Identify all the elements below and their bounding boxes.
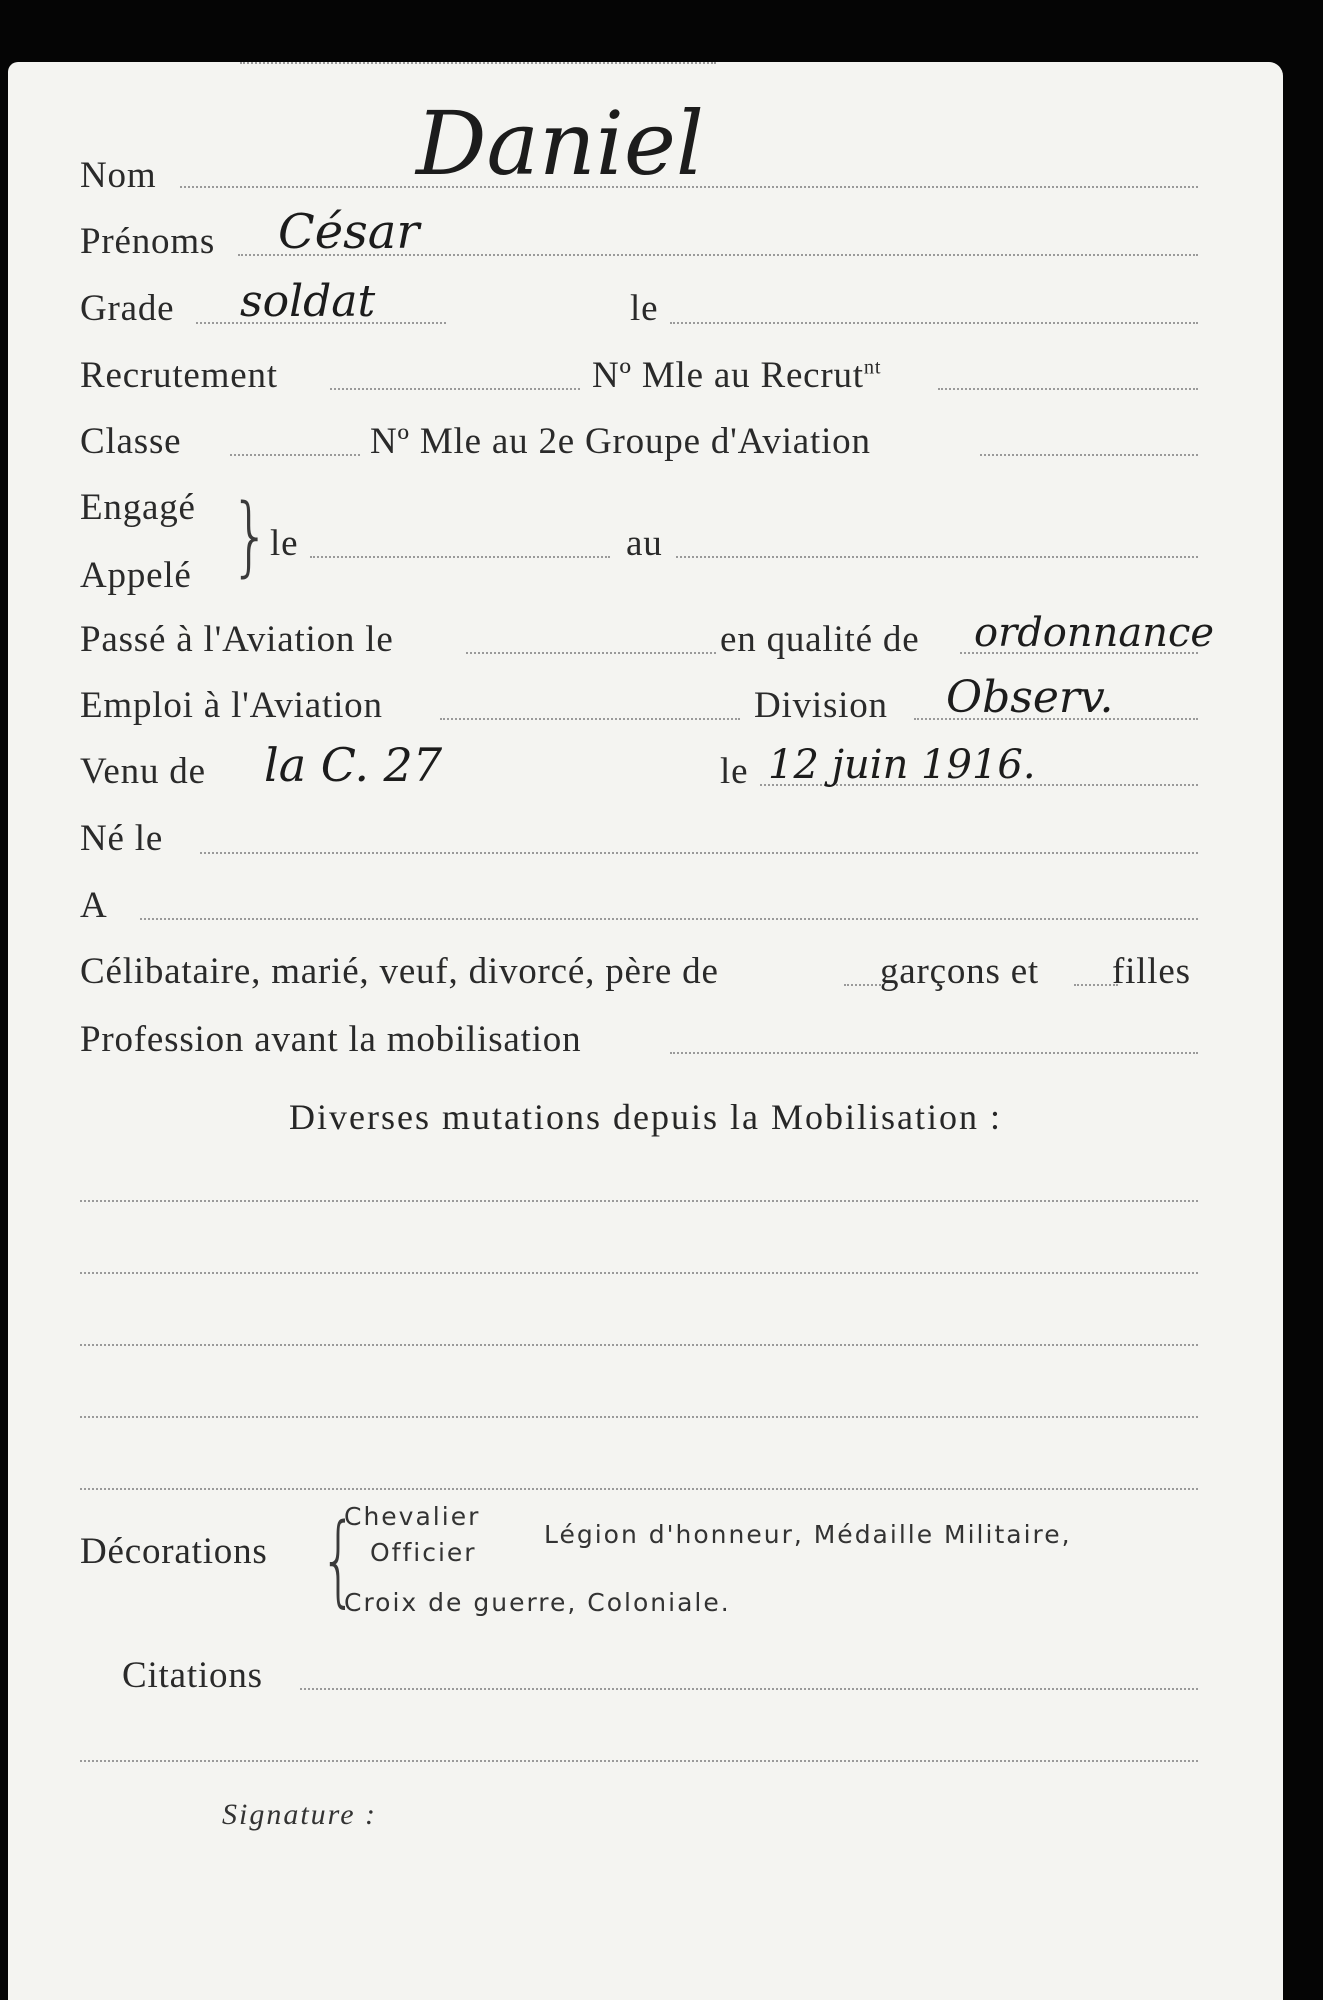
nmle-recrut-label: [592, 354, 881, 397]
engage-le-label: le: [270, 523, 299, 564]
etat-civil-label: Célibataire, marié, veuf, divorcé, père de: [80, 951, 719, 992]
emploi-line: [440, 718, 740, 720]
chevalier-label: Chevalier: [344, 1502, 481, 1531]
officier-label: Officier: [370, 1538, 477, 1567]
recrutement-label: Recrutement: [80, 355, 278, 396]
decorations-label: Décorations: [80, 1531, 268, 1572]
grade-le-label: le: [630, 288, 659, 329]
prenoms-label: Prénoms: [80, 221, 216, 262]
engage-au-line: [676, 556, 1198, 558]
grade-le-line: [670, 322, 1198, 324]
profession-label: Profession avant la mobilisation: [80, 1019, 582, 1060]
venu-le-value: 12 juin 1916.: [768, 742, 1036, 788]
nom-label: Nom: [80, 155, 157, 196]
engage-label: Engagé: [80, 487, 196, 528]
nmle-groupe-label: Nº Mle au 2e Groupe d'Aviation: [370, 421, 871, 462]
filles-label: filles: [1112, 951, 1191, 992]
engage-au-label: au: [626, 523, 663, 564]
recrutement-line: [330, 388, 580, 390]
nom-value: Daniel: [416, 92, 705, 195]
legion-label: Légion d'honneur, Médaille Militaire,: [544, 1520, 1072, 1549]
appele-label: Appelé: [80, 555, 192, 596]
ne-label: Né le: [80, 818, 164, 859]
venu-value: la C. 27: [264, 738, 443, 792]
profession-line: [670, 1052, 1198, 1054]
venu-label: Venu de: [80, 751, 206, 792]
peres-line: [844, 984, 884, 986]
citations-label: Citations: [122, 1655, 263, 1696]
engage-brace: }: [230, 487, 271, 587]
personnel-record-card: [8, 62, 1283, 2000]
nmle-recrut-line: [938, 388, 1198, 390]
decorations-brace: {: [320, 1502, 357, 1618]
venu-le-label: le: [720, 751, 749, 792]
mutations-line-3: [80, 1344, 1198, 1346]
a-label: A: [80, 885, 108, 926]
signature-label: Signature :: [222, 1798, 378, 1831]
nmle-recrut-text: Nº Mle au Recrut: [592, 355, 864, 396]
grade-label: Grade: [80, 288, 175, 329]
emploi-label: Emploi à l'Aviation: [80, 685, 383, 726]
qualite-value: ordonnance: [974, 610, 1215, 656]
engage-le-line: [310, 556, 610, 558]
mutations-line-1: [80, 1200, 1198, 1202]
garcons-label: garçons et: [880, 951, 1040, 992]
passe-line: [466, 652, 716, 654]
grade-value: soldat: [240, 276, 376, 327]
nmle-groupe-line: [980, 454, 1198, 456]
prenoms-value: César: [278, 204, 420, 260]
mutations-title: Diverses mutations depuis la Mobilisation :: [289, 1097, 1002, 1137]
venu-line: [240, 62, 716, 64]
a-line: [140, 918, 1198, 920]
mutations-line-4: [80, 1416, 1198, 1418]
croix-label: Croix de guerre, Coloniale.: [344, 1588, 731, 1617]
citations-line-2: [80, 1760, 1198, 1762]
mutations-line-2: [80, 1272, 1198, 1274]
ne-line: [200, 852, 1198, 854]
classe-label: Classe: [80, 421, 182, 462]
mutations-line-5: [80, 1488, 1198, 1490]
nmle-recrut-sup: nt: [863, 356, 882, 379]
passe-label: Passé à l'Aviation le: [80, 619, 394, 660]
citations-line-1: [300, 1688, 1198, 1690]
division-value: Observ.: [946, 672, 1114, 723]
qualite-label: en qualité de: [720, 619, 920, 660]
division-label: Division: [754, 685, 888, 726]
classe-line: [230, 454, 360, 456]
